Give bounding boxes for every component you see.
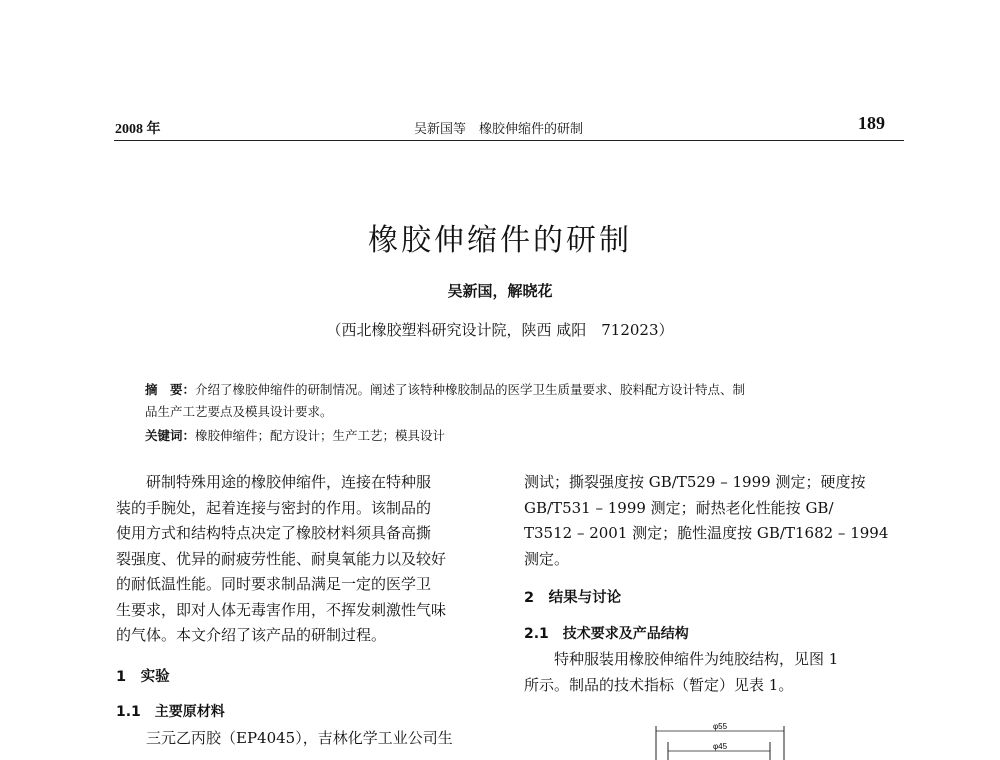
figure-1-drawing [650,720,810,760]
methods-line: 测试；撕裂强度按 GB/T529 – 1999 测定；硬度按 [524,473,866,491]
intro-line: 装的手腕处，起着连接与密封的作用。该制品的 [116,498,432,517]
right-column [524,470,909,698]
header-page-number: 189 [858,113,885,133]
intro-line: 使用方式和结构特点决定了橡胶材料须具备高撕 [116,524,432,542]
intro-line: 的耐低温性能。同时要求制品满足一定的医学卫 [116,575,432,593]
methods-line: GB/T531 – 1999 测定；耐热老化性能按 GB/ [524,498,834,517]
keywords-text: 橡胶伸缩件；配方设计；生产工艺；模具设计 [195,428,446,443]
header-year: 2008 年 [115,122,161,137]
section-heading-2-1: 2.1 技术要求及产品结构 [524,625,689,642]
intro-line: 裂强度、优异的耐疲劳性能、耐臭氧能力以及较好 [116,549,447,568]
section-heading-1-1: 1.1 主要原材料 [116,704,225,720]
keywords-label: 关键词： [145,428,196,443]
abstract-line-1 [145,380,745,398]
intro-line: 研制特殊用途的橡胶伸缩件，连接在特种服 [146,473,432,491]
abstract-label: 摘 要： [145,382,196,397]
cut-off-line: 三元乙丙胶（EP4045），吉林化学工业公司生 [146,728,453,747]
section-heading-2: 2 结果与讨论 [524,590,622,606]
intro-line: 的气体。本文介绍了该产品的研制过程。 [116,626,387,644]
abstract-text-1: 介绍了橡胶伸缩件的研制情况。阐述了该特种橡胶制品的医学卫生质量要求、胶料配方设计特点、制 [195,382,746,397]
section-heading-1: 1 实验 [116,668,170,685]
paper-title: 橡胶伸缩件的研制 [368,223,632,258]
methods-line: 测定。 [524,549,570,568]
paper-authors: 吴新国，解晓花 [447,282,553,300]
results-line: 所示。制品的技术指标（暂定）见表 1。 [524,675,794,694]
header-running-title: 吴新国等 橡胶伸缩件的研制 [414,122,584,137]
figure-dim-outer: φ55 [712,722,728,731]
left-column [116,470,496,751]
intro-line: 生要求，即对人体无毒害作用，不挥发刺激性气味 [116,600,447,619]
figure-dim-inner: φ45 [712,742,728,751]
header-rule [114,140,904,141]
keywords-line [145,426,445,444]
abstract-line-2: 品生产工艺要点及模具设计要求。 [145,404,333,419]
paper-affiliation: （西北橡胶塑料研究设计院，陕西 咸阳 712023） [326,321,674,339]
results-line: 特种服装用橡胶伸缩件为纯胶结构，见图 1 [554,650,839,668]
methods-line: T3512 – 2001 测定；脆性温度按 GB/T1682 – 1994 [524,524,889,542]
